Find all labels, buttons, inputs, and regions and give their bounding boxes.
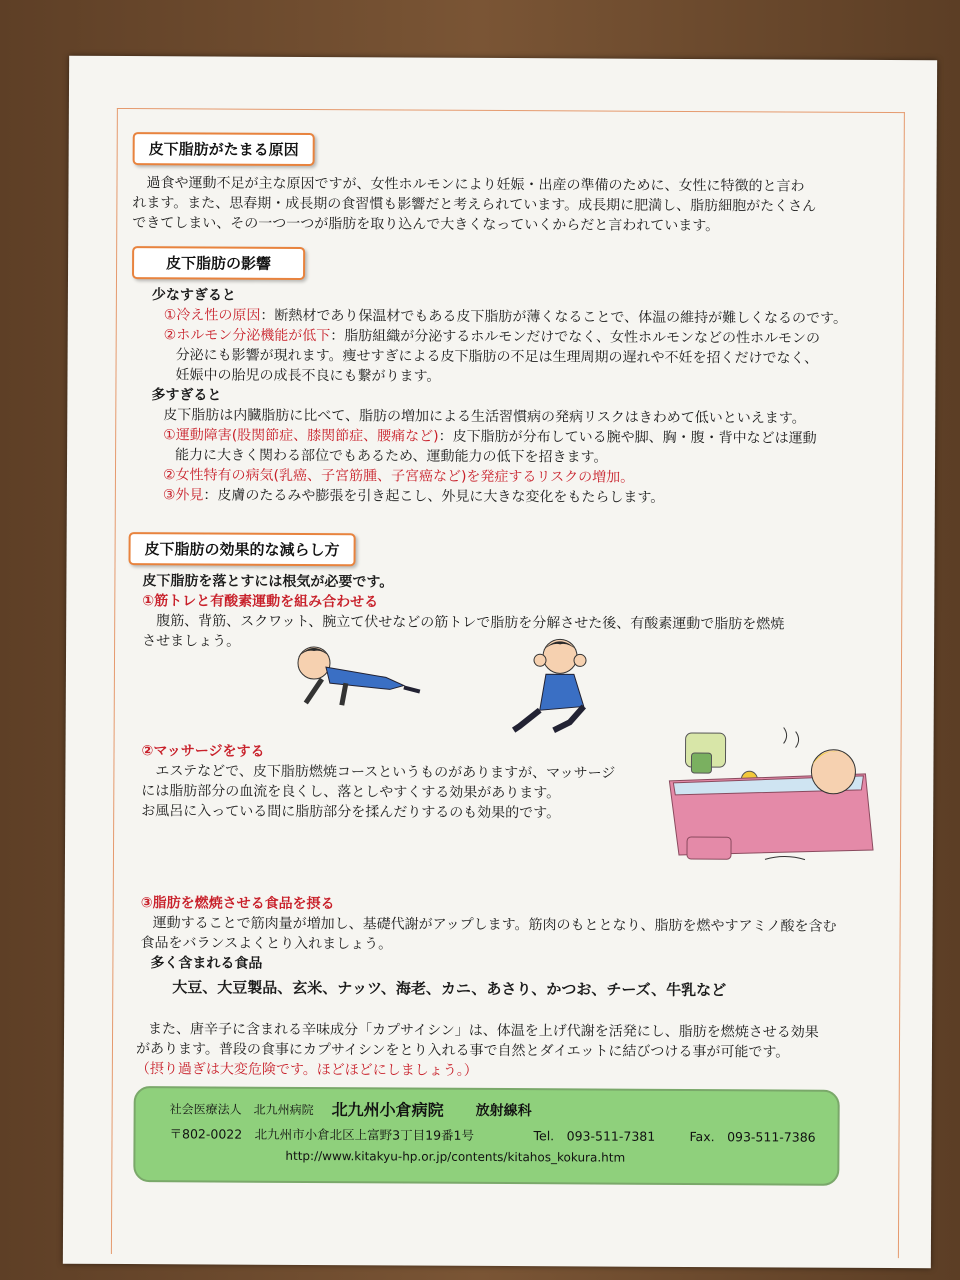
cause-line-1: 過食や運動不足が主な原因ですが、女性ホルモンにより妊娠・出産の準備のために、女性に特徴的と言わ: [146, 175, 805, 195]
effect-item-2-line-2: 分泌にも影響が現れます。痩せすぎによる皮下脂肪の不足は生理周期の遅れや不妊を招くだけでなく、: [175, 347, 819, 367]
effect-item-2-text: ：脂肪組織が分泌するホルモンだけでなく、女性ホルモンなどの性ホルモンの: [330, 328, 821, 347]
capsaicin-line-2: があります。普段の食事にカプサイシンをとり入れる事で自然とダイエットに結びつける事が可能です。: [135, 1041, 790, 1061]
foods-list: 大豆、大豆製品、玄米、ナッツ、海老、カニ、あさり、かつお、チーズ、牛乳など: [172, 978, 727, 1000]
effect-item-2: [164, 326, 820, 347]
capsaicin-warning: （摂り過ぎは大変危険です。ほどほどにしましょう。）: [135, 1061, 478, 1079]
page-frame: [111, 108, 905, 1258]
effect-item-2-label: ②ホルモン分泌機能が低下: [163, 327, 331, 345]
heading-effect: 皮下脂肪の影響: [132, 246, 305, 280]
too-little-label: 少なすぎると: [151, 287, 236, 304]
too-much-label: 多すぎると: [151, 387, 222, 404]
effect-item-2-line-3: 妊娠中の胎児の成長不良にも繋がります。: [175, 367, 441, 385]
too-much-item-1-text: ：皮下脂肪が分布している腕や脚、胸・腹・背中などは運動: [438, 428, 817, 447]
footer-department: 放射線科: [475, 1102, 532, 1120]
too-much-item-1: [163, 426, 817, 447]
effect-item-1-label: ①冷え性の原因: [163, 307, 261, 324]
footer-address: 〒802-0022 北九州市小倉北区上富野3丁目19番1号: [169, 1126, 475, 1143]
reduce-step-1-line-1: 腹筋、背筋、スクワット、腕立て伏せなどの筋トレで脂肪を分解させた後、有酸素運動で脂肪を燃焼: [156, 613, 785, 633]
hospital-footer: [133, 1086, 839, 1186]
foods-title: 多く含まれる食品: [150, 955, 263, 972]
document-page: [63, 56, 937, 1269]
reduce-step-2-title: ②マッサージをする: [141, 743, 265, 760]
pushup-illustration: [286, 633, 426, 714]
footer-org: 社会医療法人 北九州病院: [169, 1102, 314, 1118]
reduce-step-2-line-1: エステなどで、皮下脂肪燃焼コースというものがありますが、マッサージ: [155, 763, 616, 782]
too-much-item-1-label: ①運動障害(股関節症、膝関節症、腰痛など): [163, 427, 439, 445]
reduce-step-3-title: ③脂肪を燃焼させる食品を摂る: [140, 895, 335, 913]
too-much-item-3: [163, 486, 665, 507]
reduce-step-1-title: ①筋トレと有酸素運動を組み合わせる: [142, 593, 379, 611]
footer-hospital-name: 北九州小倉病院: [331, 1100, 444, 1120]
cause-line-2: れます。また、思春期・成長期の食習慣も影響だと考えられています。成長期に肥満し、脂肪細胞がたくさん: [132, 195, 817, 215]
reduce-step-1-line-2: させましょう。: [142, 633, 241, 650]
too-much-item-1-line-2: 能力に大きく関わる部位でもあるため、運動能力の低下を招きます。: [175, 447, 608, 466]
too-much-item-3-text: ：皮膚のたるみや膨張を引き起こし、外見に大きな変化をもたらします。: [203, 487, 665, 506]
heading-cause: 皮下脂肪がたまる原因: [133, 132, 315, 166]
too-much-item-2: ②女性特有の病気(乳癌、子宮筋腫、子宮癌など)を発症するリスクの増加。: [162, 467, 635, 486]
reduce-step-3-line-2: 食品をバランスよくとり入れましょう。: [140, 935, 393, 953]
footer-url[interactable]: http://www.kitakyu-hp.or.jp/contents/kitahos_kokura.htm: [285, 1148, 626, 1165]
situp-illustration: [510, 626, 621, 737]
effect-item-1: [164, 306, 847, 328]
capsaicin-line-1: また、唐辛子に含まれる辛味成分「カプサイシン」は、体温を上げ代謝を活発にし、脂肪を燃焼させる効果: [148, 1021, 819, 1041]
bath-illustration: [665, 719, 886, 870]
effect-item-1-text: ：断熱材であり保温材でもある皮下脂肪が薄くなることで、体温の維持が難しくなるのです。: [260, 307, 848, 327]
reduce-step-2-line-3: お風呂に入っている間に脂肪部分を揉んだりするのも効果的です。: [141, 803, 561, 822]
heading-reduce: 皮下脂肪の効果的な減らし方: [129, 532, 356, 566]
footer-tel: Tel. 093-511-7381: [533, 1128, 656, 1144]
footer-fax: Fax. 093-511-7386: [689, 1128, 816, 1145]
too-much-item-3-label: ③外見: [162, 487, 204, 504]
reduce-step-3-line-1: 運動することで筋肉量が増加し、基礎代謝がアップします。筋肉のもととなり、脂肪を燃やすアミノ酸を含む: [152, 915, 837, 935]
reduce-step-2-line-2: には脂肪部分の血流を良くし、落としやすくする効果があります。: [141, 783, 561, 802]
cause-line-3: できてしまい、その一つ一つが脂肪を取り込んで大きくなっていくからだと言われています。: [132, 215, 720, 235]
too-much-intro: 皮下脂肪は内臓脂肪に比べて、脂肪の増加による生活習慣病の発病リスクはきわめて低いといえます。: [163, 407, 806, 427]
reduce-intro: 皮下脂肪を落とすには根気が必要です。: [142, 573, 394, 591]
